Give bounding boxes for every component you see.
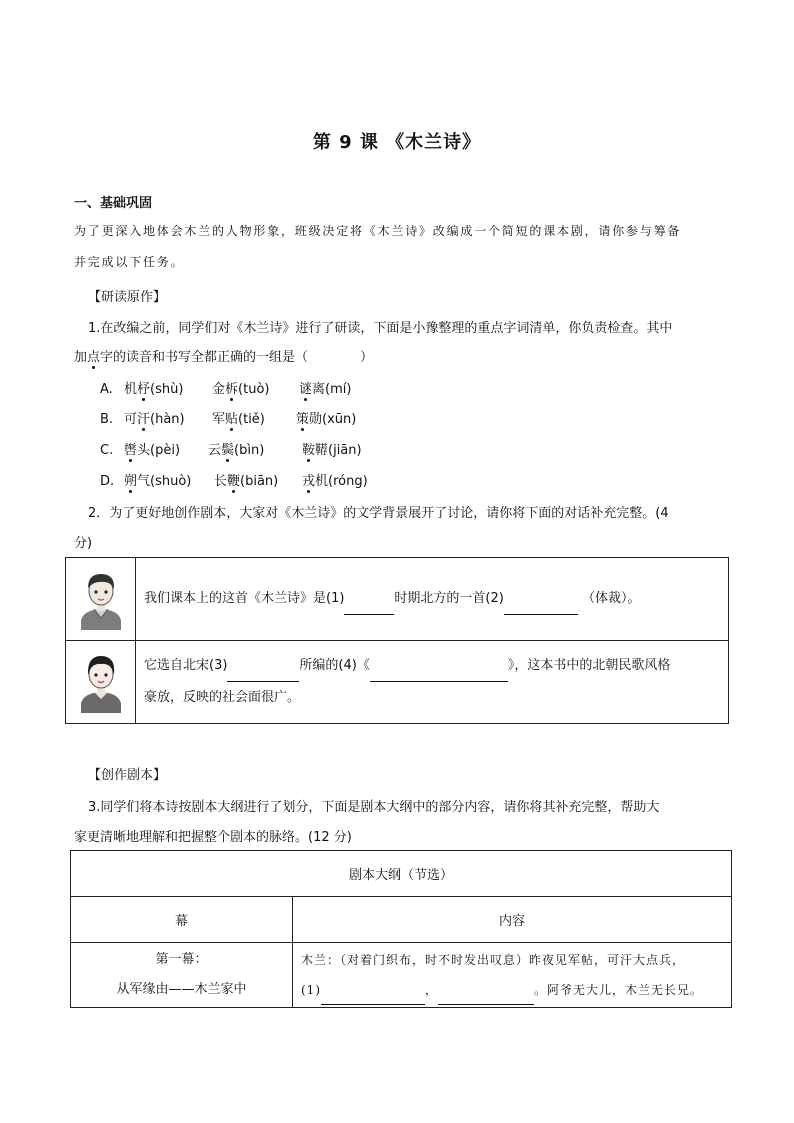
q2-line-1: 2．为了更好地创作剧本，大家对《木兰诗》的文学背景展开了讨论，请你将下面的对话补充完整。(4 bbox=[88, 506, 669, 521]
intro-line-1: 为了更深入地体会木兰的人物形象，班级决定将《木兰诗》改编成一个简短的课本剧，请你参与筹备 bbox=[74, 224, 682, 238]
boy-avatar-cell bbox=[66, 558, 136, 641]
subheading-create-script: 【创作剧本】 bbox=[88, 768, 167, 783]
q1-option-d[interactable]: D. 朔气(shuò) 长鞭(biān) 戎机(róng) bbox=[100, 470, 368, 489]
subheading-study-original: 【研读原作】 bbox=[88, 290, 167, 305]
q3-line-2: 家更清晰地理解和把握整个剧本的脉络。(12 分) bbox=[74, 830, 352, 845]
outline-table-title: 剧本大纲（节选） bbox=[71, 851, 732, 897]
act-1-row bbox=[71, 943, 732, 1008]
girl-dialogue: 它选自北宋(3) 所编的(4)《 》，这本书中的北朝民歌风格 豪放，反映的社会面很广。 bbox=[136, 641, 729, 724]
blank-1[interactable] bbox=[344, 600, 394, 615]
dialogue-row-boy bbox=[66, 558, 729, 641]
section-heading-basics: 一、基础巩固 bbox=[74, 196, 153, 211]
script-outline-table bbox=[70, 850, 732, 1008]
blank-3[interactable] bbox=[227, 667, 299, 682]
boy-dialogue: 我们课本上的这首《木兰诗》是(1) 时期北方的一首(2) （体裁）。 bbox=[136, 558, 729, 641]
blank-outline-1[interactable] bbox=[321, 990, 425, 1005]
act-1-label: 第一幕： 从军缘由——木兰家中 bbox=[71, 943, 293, 1008]
q1-line-2: 加点字的读音和书写全都正确的一组是（ ） bbox=[74, 350, 374, 365]
q1-option-b[interactable]: B. 可汗(hàn) 军贴(tiě) 策勋(xūn) bbox=[100, 408, 356, 427]
q1-line-1: 1.在改编之前，同学们对《木兰诗》进行了研读，下面是小豫整理的重点字词清单，你负责检查。其中 bbox=[88, 321, 673, 336]
column-header-act: 幕 bbox=[71, 897, 293, 943]
blank-4[interactable] bbox=[370, 667, 508, 682]
dialogue-row-girl bbox=[66, 641, 729, 724]
q1-option-c[interactable]: C. 辔头(pèi) 云鬓(bìn) 鞍鞯(jiān) bbox=[100, 439, 362, 458]
intro-line-2: 并完成以下任务。 bbox=[74, 255, 185, 269]
boy-avatar-icon bbox=[76, 564, 126, 630]
column-header-content: 内容 bbox=[293, 897, 732, 943]
act-1-content: 木兰：（对着门织布，时不时发出叹息）昨夜见军帖，可汗大点兵， (1) ， 。阿爷无大儿，木兰无长兄。 bbox=[293, 943, 732, 1008]
girl-avatar-cell bbox=[66, 641, 136, 724]
page-title: 第 9 课 《木兰诗》 bbox=[312, 132, 482, 153]
q2-line-2: 分) bbox=[74, 536, 93, 551]
q1-option-a[interactable]: A. 机杼(shù) 金柝(tuò) 谜离(mí) bbox=[100, 378, 351, 397]
q3-line-1: 3.同学们将本诗按剧本大纲进行了划分，下面是剧本大纲中的部分内容，请你将其补充完整，帮助大 bbox=[88, 800, 660, 815]
dialogue-table bbox=[65, 557, 729, 724]
girl-avatar-icon bbox=[76, 647, 126, 713]
blank-outline-2[interactable] bbox=[438, 990, 534, 1005]
blank-2[interactable] bbox=[504, 600, 578, 615]
